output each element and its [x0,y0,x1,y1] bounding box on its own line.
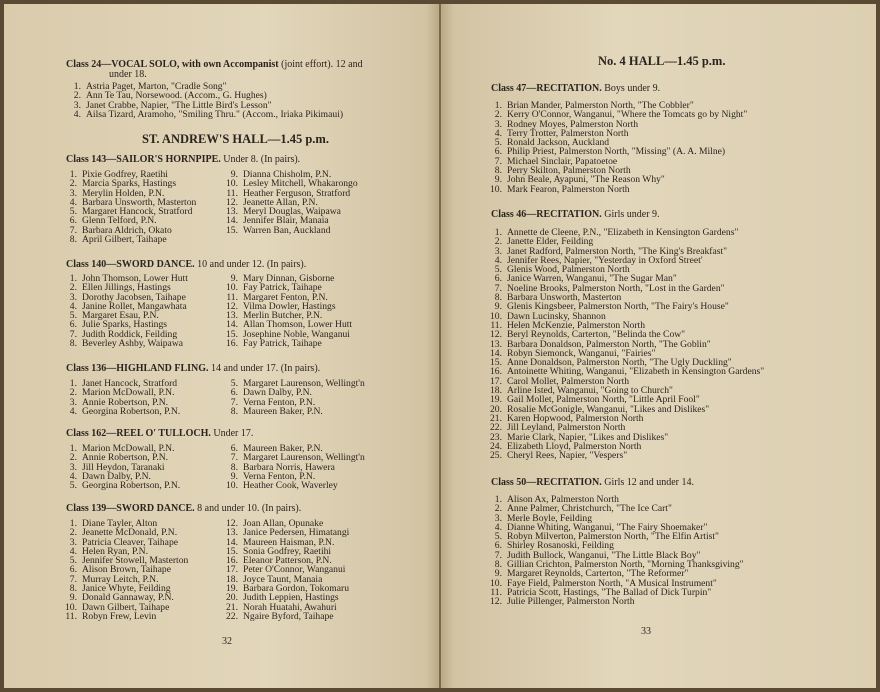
list-item-text: Barbara Norris, Hawera [243,461,335,473]
list-item-number: 10. [490,183,502,195]
list-item-text: Marcia Sparks, Hastings [82,178,177,190]
list-item-text: Brian Mander, Palmerston North, "The Cobbler" [507,100,694,111]
list-item-number: 11. [490,586,502,598]
list-item-number: 6. [230,387,238,399]
list-item-text: Alison Brown, Taihape [82,564,171,576]
class-136-col1 [58,379,180,416]
list-item-text: Margaret Laurenson, Wellingt'n [243,452,365,464]
list-item-text: Jill Heydon, Taranaki [82,461,165,473]
list-item-number: 12. [490,596,502,608]
list-item-text: Judith Bullock, Wanganui, "The Little Black Boy" [507,549,701,561]
list-item-number: 14. [226,536,238,548]
list-item [219,226,358,235]
list-item [58,339,188,348]
list-item-text: Janice Whyte, Feilding [82,583,171,595]
list-item-number: 8. [494,165,502,177]
list-item-text: Janine Rollet, Mangawhata [82,300,187,312]
list-item-text: Glenis Wood, Palmerston North [507,264,630,276]
list-item-number: 4. [69,545,77,557]
list-item-number: 6. [69,215,77,227]
list-item-text: Diane Tayler, Alton [82,518,158,529]
list-item-text: Judith Leppien, Hastings [243,592,339,604]
class-47-entries [483,101,747,194]
class-46-heading: Class 46—RECITATION. Girls under 9. [491,209,660,220]
list-item-number: 11. [65,610,77,622]
st-andrews-hall-heading: ST. ANDREW'S HALL—1.45 p.m. [142,132,329,146]
list-item-number: 14. [226,319,238,331]
list-item-number: 3. [69,291,77,303]
list-item-text: Patricia Scott, Hastings, "The Ballad of Dick Turpin" [507,586,712,598]
list-item-text: John Thomson, Lower Hutt [82,273,188,284]
list-item-number: 23. [490,431,502,443]
list-item-text: Pixie Godfrey, Raetihi [82,169,168,180]
class-140-col1 [58,274,188,348]
class-24-heading: Class 24—VOCAL SOLO, with own Accompanist (joint effort). 12 and [66,59,363,70]
list-item-text: Julie Pillenger, Palmerston North [507,596,635,608]
list-item-number: 1. [69,378,77,389]
list-item-number: 3. [494,512,502,524]
list-item-number: 10. [490,310,502,322]
list-item-text: Mary Dinnan, Gisborne [243,273,335,284]
list-item-text: Barbara Donaldson, Palmerston North, "The Goblin" [507,338,711,350]
list-item-text: Eleanor Patterson, P.N. [243,555,332,567]
list-item-text: Robyn Milverton, Palmerston North, "The Elfin Artist" [507,531,719,543]
list-item-number: 15. [490,357,502,369]
class-50-heading: Class 50—RECITATION. Girls 12 and under 14. [491,477,694,488]
list-item-number: 22. [226,610,238,622]
list-item-number: 3. [494,118,502,130]
list-item-text: Carol Mollet, Palmerston North [507,375,630,387]
list-item [58,481,180,490]
class-162-heading: Class 162—REEL O' TULLOCH. Under 17. [66,428,254,439]
list-item-text: Julie Sparks, Hastings [82,319,168,331]
list-item-number: 22. [490,422,502,434]
list-item-number: 8. [494,292,502,304]
list-item-number: 8. [69,234,77,246]
list-item-text: Maureen Baker, P.N. [243,405,323,417]
list-item-text: Peter O'Connor, Wanganui [243,564,346,576]
list-item-text: Jeanette Allan, P.N. [243,196,318,208]
list-item-text: Helen Ryan, P.N. [82,545,148,557]
list-item-text: Joyce Taunt, Manaia [243,573,323,585]
list-item-text: Lesley Mitchell, Whakarongo [243,178,358,190]
list-item-number: 7. [69,328,77,340]
list-item-text: Annie Robertson, P.N. [82,396,169,408]
list-item-text: Janet Radford, Palmerston North, "The King's Breakfast" [507,245,728,257]
list-item-number: 5. [494,531,502,543]
list-item-text: Annie Robertson, P.N. [82,452,169,464]
class-139-col2 [219,519,349,621]
list-item-number: 4. [69,405,77,417]
list-item-text: Dianne Whiting, Wanganui, "The Fairy Shoemaker" [507,521,708,533]
list-item-number: 9. [69,592,77,604]
list-item-text: Janet Crabbe, Napier, "The Little Bird's Lesson" [86,99,272,111]
list-item-text: Perry Skilton, Palmerston North [507,165,631,177]
list-item-number: 11. [226,187,238,199]
list-item-text: Margaret Esau, P.N. [82,310,159,322]
list-item-text: Barbara Gordon, Tokomaru [243,583,349,595]
list-item-text: Ailsa Tizard, Aramoho, "Smiling Thru." (Accom., Iriaka Pikimaui) [86,108,344,120]
page-number-left: 32 [222,636,232,647]
list-item-text: Allan Thomson, Lower Hutt [243,319,353,331]
list-item-text: Dawn Lucinsky, Shannon [507,310,606,322]
list-item-text: John Beale, Ayapuni, "The Reason Why" [507,174,665,186]
list-item-text: Arline Isted, Wanganui, "Going to Church" [507,385,673,397]
list-item-number: 18. [226,573,238,585]
list-item-text: Margaret Hancock, Stratford [82,206,193,218]
list-item-number: 9. [230,273,238,284]
list-item-text: Ngaire Byford, Taihape [243,610,334,622]
list-item-text: Annette de Cleene, P.N., "Elizabeth in Kensington Gardens" [507,227,739,238]
list-item-text: Meryl Douglas, Waipawa [243,206,341,218]
class-136-heading: Class 136—HIGHLAND FLING. 14 and under 17. (In pairs). [66,363,321,374]
list-item-number: 1. [69,169,77,180]
list-item-text: Margaret Laurenson, Wellingt'n [243,378,365,389]
list-item-number: 2. [73,90,81,102]
list-item-number: 16. [226,555,238,567]
list-item-text: Merle Boyle, Feilding [507,512,592,524]
list-item-number: 7. [69,224,77,236]
list-item-text: Barbara Aldrich, Okato [82,224,172,236]
list-item-number: 16. [490,366,502,378]
left-page [4,4,439,688]
list-item-number: 14. [490,347,502,359]
list-item-text: Georgina Robertson, P.N. [82,480,181,492]
list-item-number: 2. [69,527,77,539]
list-item-number: 13. [226,527,238,539]
list-item-text: Cheryl Rees, Napier, "Vespers" [507,450,628,462]
list-item-number: 20. [490,403,502,415]
list-item-number: 14. [226,215,238,227]
list-item-number: 8. [69,583,77,595]
list-item-number: 8. [494,559,502,571]
list-item-number: 7. [69,573,77,585]
list-item-number: 6. [69,319,77,331]
list-item-number: 1. [494,100,502,111]
list-item-text: Donald Gannaway, P.N. [82,592,174,604]
list-item-number: 4. [69,300,77,312]
list-item-number: 12. [490,329,502,341]
list-item-text: Warren Ban, Auckland [243,224,331,236]
list-item-number: 17. [226,564,238,576]
list-item-text: Barbara Unsworth, Masterton [507,292,622,304]
list-item-text: Michael Sinclair, Papatoetoe [507,155,618,167]
list-item-text: Dawn Gilbert, Taihape [82,601,170,613]
list-item-text: Astria Paget, Marton, "Cradle Song" [86,81,227,92]
list-item-text: Gail Mollet, Palmerston North, "Little April Fool" [507,394,700,406]
list-item-number: 13. [490,338,502,350]
list-item-number: 7. [230,396,238,408]
list-item-number: 1. [494,227,502,238]
list-item [219,407,365,416]
list-item-number: 15. [226,224,238,236]
list-item [58,612,188,621]
list-item-number: 25. [490,450,502,462]
list-item-number: 5. [69,480,77,492]
class-143-heading: Class 143—SAILOR'S HORNPIPE. Under 8. (In pairs). [66,154,301,165]
list-item-number: 3. [73,99,81,111]
list-item-number: 3. [69,536,77,548]
list-item [219,612,349,621]
list-item-number: 9. [230,470,238,482]
list-item-number: 1. [69,443,77,454]
list-item [483,185,747,194]
list-item-text: Judith Roddick, Feilding [82,328,178,340]
list-item-text: Dawn Dalby, P.N. [243,387,312,399]
list-item-number: 4. [73,108,81,120]
list-item-text: Marie Clark, Napier, "Likes and Dislikes" [507,431,669,443]
list-item-number: 15. [226,328,238,340]
list-item-number: 6. [494,273,502,285]
class-162-col1 [58,444,180,490]
list-item-number: 2. [69,178,77,190]
list-item-text: Janice Pedersen, Himatangi [243,527,350,539]
list-item-number: 7. [494,549,502,561]
class-139-heading: Class 139—SWORD DANCE. 8 and under 10. (In pairs). [66,503,302,514]
list-item-text: Ellen Jillings, Hastings [82,282,171,294]
list-item-number: 4. [69,470,77,482]
list-item-number: 2. [494,236,502,248]
class-47-heading: Class 47—RECITATION. Boys under 9. [491,83,661,94]
list-item-text: Merylin Holden, P.N. [82,187,165,199]
list-item-number: 21. [490,412,502,424]
list-item-text: Barbara Unsworth, Masterton [82,196,197,208]
list-item-text: Dorothy Jacobsen, Taihape [82,291,186,303]
class-140-heading: Class 140—SWORD DANCE. 10 and under 12. (In pairs). [66,259,307,270]
list-item-text: Jill Leyland, Palmerston North [507,422,626,434]
list-item-text: Glenis Kingsbeer, Palmerston North, "The Fairy's House" [507,301,729,313]
list-item-text: Anne Donaldson, Palmerston North, "The Ugly Duckling" [507,357,732,369]
page-number-right: 33 [641,626,651,637]
list-item-number: 2. [69,282,77,294]
list-item-text: Janice Warren, Wanganui, "The Sugar Man" [507,273,677,285]
list-item-text: Margaret Reynolds, Carterton, "The Reformer" [507,568,689,580]
list-item-number: 20. [226,592,238,604]
list-item-number: 1. [494,494,502,505]
list-item-text: Fay Patrick, Taihape [243,282,322,294]
list-item-text: Alison Ax, Palmerston North [507,494,619,505]
list-item-text: Sonia Godfrey, Raetihi [243,545,332,557]
list-item-number: 8. [69,338,77,350]
list-item-text: Rodney Moyes, Palmerston North [507,118,639,130]
list-item-number: 24. [490,440,502,452]
list-item-text: Heather Cook, Waverley [243,480,338,492]
list-item-number: 3. [69,187,77,199]
list-item-text: Anne Palmer, Christchurch, "The Ice Cart" [507,503,672,515]
list-item-number: 5. [494,137,502,149]
list-item-number: 18. [490,385,502,397]
list-item-text: Janet Hancock, Stratford [82,378,178,389]
list-item-text: Murray Leitch, P.N. [82,573,159,585]
list-item-number: 6. [494,146,502,158]
list-item-number: 4. [69,196,77,208]
class-46-entries [483,228,764,460]
list-item-number: 11. [226,291,238,303]
no4-hall-heading: No. 4 HALL—1.45 p.m. [598,54,726,68]
list-item-text: April Gilbert, Taihape [82,234,167,246]
list-item [219,481,365,490]
list-item-text: Vilma Dowler, Hastings [243,300,336,312]
class-136-col2 [219,379,365,416]
list-item-text: Robyn Frew, Levin [82,610,157,622]
list-item-number: 10. [226,178,238,190]
list-item-text: Jeanette McDonald, P.N. [82,527,178,539]
list-item-number: 2. [494,503,502,515]
list-item-number: 21. [226,601,238,613]
list-item-number: 19. [490,394,502,406]
list-item-number: 9. [230,169,238,180]
list-item-number: 2. [69,452,77,464]
list-item-text: Maureen Baker, P.N. [243,443,323,454]
list-item-text: Joan Allan, Opunake [243,518,324,529]
list-item-number: 13. [226,310,238,322]
list-item-text: Jennifer Blair, Manaia [243,215,329,227]
list-item-text: Terry Trotter, Palmerston North [507,127,629,139]
class-140-col2 [219,274,352,348]
list-item-number: 3. [494,245,502,257]
list-item-text: Verna Fenton, P.N. [243,396,316,408]
list-item-text: Fay Patrick, Taihape [243,338,322,350]
list-item-text: Margaret Fenton, P.N. [243,291,328,303]
list-item-text: Merlin Butcher, P.N. [243,310,323,322]
list-item-number: 6. [69,564,77,576]
list-item-text: Faye Field, Palmerston North, "A Musical Instrument" [507,577,717,589]
list-item-text: Shirley Rosanoski, Feilding [507,540,614,552]
list-item-number: 16. [226,338,238,350]
list-item-text: Jennifer Stowell, Masterton [82,555,189,567]
list-item-number: 2. [69,387,77,399]
list-item-text: Gillian Crichton, Palmerston North, "Morning Thanksgiving" [507,559,744,571]
list-item-text: Glenn Telford, P.N. [82,215,157,227]
list-item-text: Kerry O'Connor, Wanganui, "Where the Tomcats go by Night" [507,109,748,121]
list-item-text: Janette Elder, Feilding [507,236,594,248]
list-item-number: 6. [230,443,238,454]
list-item-text: Beverley Ashby, Waipawa [82,338,184,350]
list-item-text: Georgina Robertson, P.N. [82,405,181,417]
list-item-number: 10. [490,577,502,589]
list-item-text: Heather Ferguson, Stratford [243,187,351,199]
list-item-number: 3. [69,396,77,408]
list-item-number: 5. [230,378,238,389]
list-item-text: Mark Fearon, Palmerston North [507,183,630,195]
list-item-number: 7. [494,155,502,167]
list-item-number: 7. [494,282,502,294]
list-item-number: 5. [494,264,502,276]
list-item-text: Norah Huatahi, Awahuri [243,601,337,613]
list-item-number: 10. [226,480,238,492]
list-item-number: 12. [226,196,238,208]
list-item-number: 4. [494,127,502,139]
list-item-number: 19. [226,583,238,595]
list-item [62,110,343,119]
list-item-number: 9. [494,568,502,580]
list-item-text: Helen McKenzie, Palmerston North [507,319,646,331]
list-item-text: Verna Fenton, P.N. [243,470,316,482]
list-item-text: Patricia Cleaver, Taihape [82,536,178,548]
list-item-number: 1. [73,81,81,92]
list-item-number: 8. [230,405,238,417]
class-50-entries [483,495,744,607]
list-item-number: 4. [494,521,502,533]
list-item [483,451,764,460]
list-item-number: 17. [490,375,502,387]
list-item-text: Marion McDowall, P.N. [82,387,175,399]
list-item [483,597,744,606]
list-item-number: 6. [494,540,502,552]
list-item-number: 2. [494,109,502,121]
right-page [441,4,876,688]
list-item-text: Jennifer Rees, Napier, "Yesterday in Oxford Street' [507,254,703,266]
list-item-number: 9. [494,301,502,313]
list-item-number: 11. [490,319,502,331]
list-item-number: 5. [69,555,77,567]
list-item-text: Ronald Jackson, Auckland [507,137,610,149]
list-item-text: Karen Hopwood, Palmerston North [507,412,644,424]
list-item-text: Josephine Noble, Wanganui [243,328,350,340]
list-item-text: Beryl Reynolds, Carterton, "Belinda the Cow" [507,329,686,341]
list-item-number: 12. [226,300,238,312]
class-162-col2 [219,444,365,490]
list-item-text: Robyn Siemonck, Wanganui, "Fairies" [507,347,656,359]
list-item-number: 15. [226,545,238,557]
list-item-number: 10. [65,601,77,613]
list-item-number: 12. [226,518,238,529]
class-24-subheading: under 18. [109,69,147,80]
list-item-number: 1. [69,518,77,529]
class-143-col1 [58,170,196,244]
class-139-col1 [58,519,188,621]
list-item-text: Philip Priest, Palmerston North, "Missing" (A. A. Milne) [507,146,726,158]
list-item-number: 13. [226,206,238,218]
list-item [58,235,196,244]
list-item-number: 8. [230,461,238,473]
list-item-number: 9. [494,174,502,186]
list-item [58,407,180,416]
list-item-text: Elizabeth Lloyd, Palmerston North [507,440,642,452]
list-item-text: Dianna Chisholm, P.N. [243,169,332,180]
list-item-number: 4. [494,254,502,266]
list-item-text: Noeline Brooks, Palmerston North, "Lost in the Garden" [507,282,725,294]
list-item [219,339,352,348]
list-item-text: Ann Te Tau, Norsewood. (Accom., G. Hughes) [86,90,267,102]
list-item-number: 5. [69,206,77,218]
class-143-col2 [219,170,358,235]
list-item-text: Antoinette Whiting, Wanganui, "Elizabeth in Kensington Gardens" [507,366,765,378]
list-item-number: 5. [69,310,77,322]
list-item-text: Maureen Haisman, P.N. [243,536,335,548]
class-24-entries [62,82,343,119]
list-item-text: Rosalie McGonigle, Wanganui, "Likes and Dislikes" [507,403,710,415]
list-item-text: Marion McDowall, P.N. [82,443,175,454]
list-item-text: Dawn Dalby, P.N. [82,470,151,482]
list-item-number: 1. [69,273,77,284]
list-item-number: 7. [230,452,238,464]
list-item-number: 10. [226,282,238,294]
list-item-number: 3. [69,461,77,473]
